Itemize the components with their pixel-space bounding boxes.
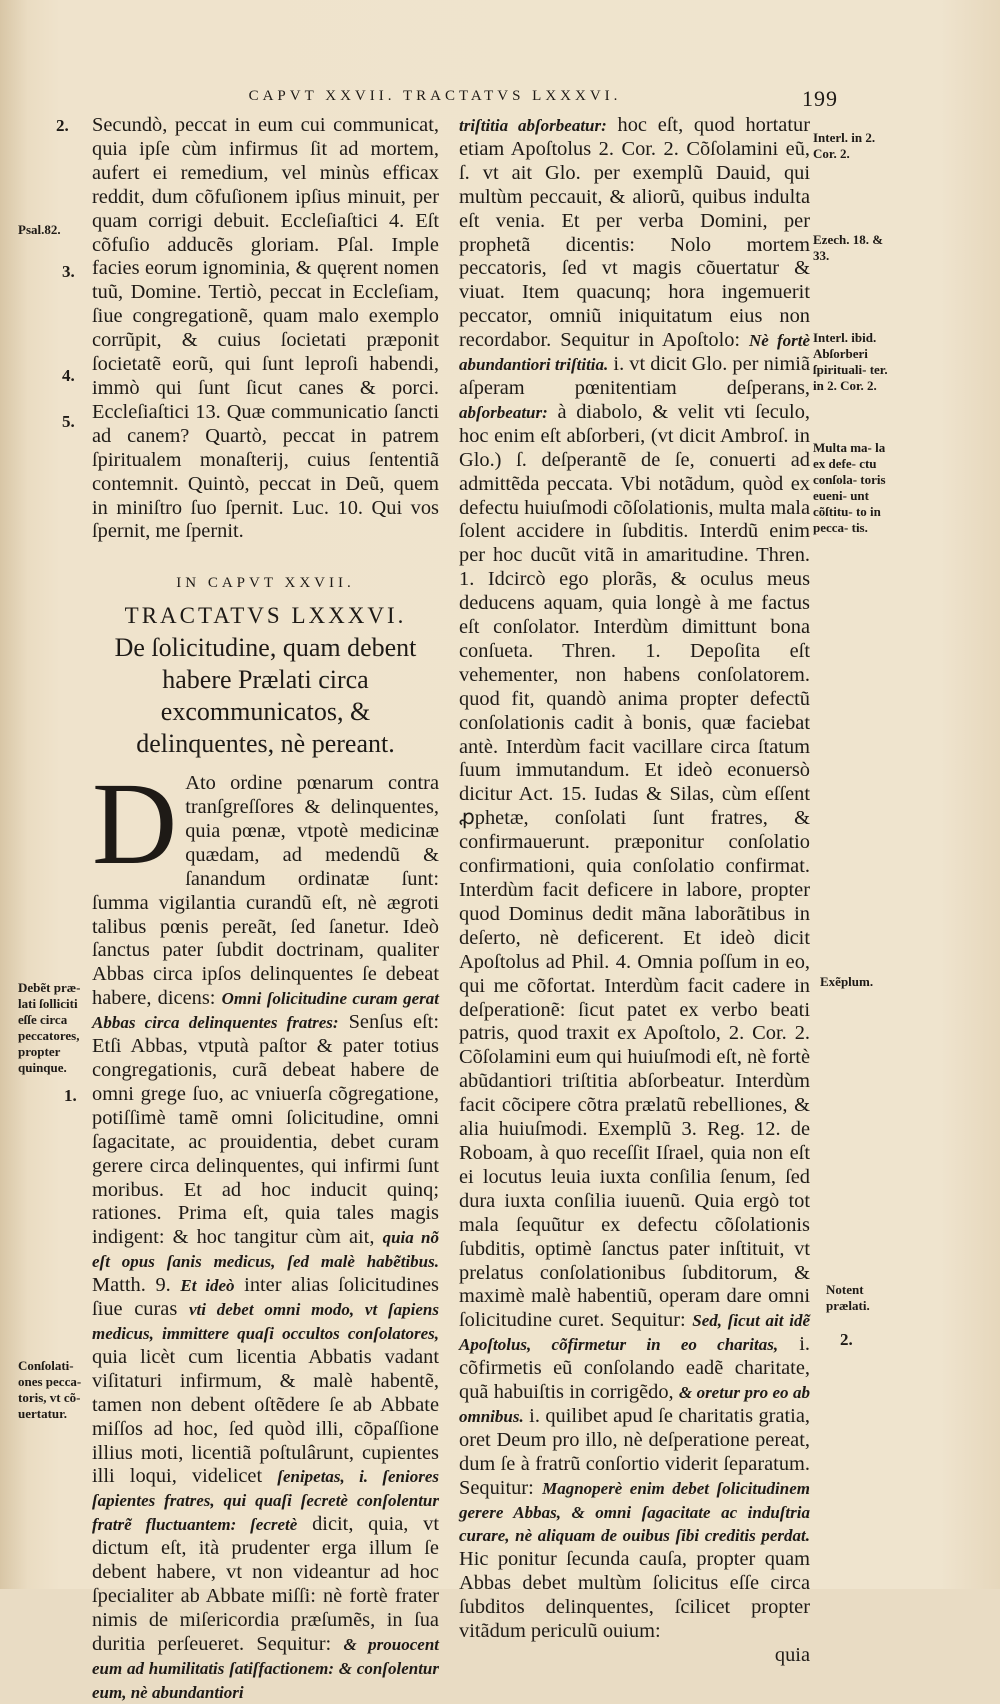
rule-quote: Sed, ſicut ait idẽ Apoſtolus, cõfirmetur in eo charitas, [459,1311,811,1355]
drop-cap: D [92,758,178,890]
running-head: CAPVT XXVII. TRACTATVS LXXXVI. [248,88,622,104]
margin-number-1: 1. [64,1086,77,1105]
rule-quote: triſtitia abſorbeatur: [459,116,607,135]
tract-body [92,758,440,1704]
margin-note-multa: Multa ma- la ex defe- ctu conſola- toris eueni- unt cõſtitu- to in pecca- tis. [813,440,886,535]
margin-note-consolationes: Conſolati- ones pecca- toris, vt cõ- uertatur. [18,1358,82,1421]
margin-number-2: 2. [56,116,69,135]
body-text: Ato ordine pœnarum contra tranſgreſſores & delinquentes, quia pœnæ, vtpotè medicinæ quædam, ad medendũ & ſanandum ordinatæ ſunt: ſumma vigilantia curandũ eſt, nè ægroti talibus pœnis pereãt, ſed ſanetur. Ideò ſanctus pater ſubdit doctrinam, qualiter Abbas circa ipſos delinquentes ſe debeat habere, dicens: [92,772,439,1010]
page-number: 199 [802,86,838,111]
body-text: i. vt dicit Glo. per nimiã aſperam pœnitentiam deſperans, [459,353,811,399]
margin-note-interl-1: Interl. in 2. Cor. 2. [813,130,876,161]
body-text: Matth. 9. [92,1274,181,1297]
body-text: Hic ponitur ſecunda cauſa, propter quam Abbas debet multùm ſolicitus eſſe circa ſubditos delinquentes, ſcilicet propter vitãdum periculũ ouium: [459,1548,810,1643]
rule-quote: vti debet omni modo, vt ſapiens medicus, immittere quaſi occultos conſolatores, [92,1300,439,1343]
body-text: à diabolo, & velit vti ſeculo, hoc enim eſt abſorberi, (vt dicit Ambroſ. in Glo.) ſ. deſperantẽ de ſe, conuerti ad admittẽda peccata. Vbi notãdum, quòd ex defectu huiuſmodi cõſolationis, multa mala ſolent accidere in ſubditis. Interdũ enim per hoc ducũt vitã in amaritudine. Thren. 1. Idcircò ego plorãs, & oculus meus deducens aquam, quia longè à me factus eſt conſolator. Interdùm dimittunt bona conſueta. Thren. 1. Depoſita eſt vehementer, non habens conſolatorem. quod fit, quandò anima propter defectũ conſolationis cadit à bonis, quæ faciebat antè. Interdùm facit vacillare circa ſtatum ſuum immutandum. Et ideò econuersò dicitur Act. 15. Iudas & Silas, cùm eſſent ꝓphetæ, conſolati ſunt fratres, & confirmauerunt. præponitur conſolatio confirmationi, quia conſolatio confirmat. Interdùm facit deficere in labore, propter quod Dominus dedit mãna laborãtibus in deſerto, nè deficerent. Et ideò dicit Apoſtolus ad Phil. 4. Omnia poſſum in eo, qui me cõfortat. Interdùm facit cadere in deſperationẽ: ſicut patet ex verbo beati patris, quod traxit ex Apoſtolo, 2. Cor. 2. Cõſolamini eum qui huiuſmodi eſt, nè fortè abũdantiori triſtitia abſorbeatur. Interdùm facit cõcipere cõtra prælatũ rebelliones, & alia huiuſmodi. Exemplũ 3. Reg. 12. de Roboam, à quo receſſit Iſrael, quia non eſt ei locutus leuia iuxta conſilia ſenum, ſed dura iuxta conſilia iuuenũ. Quia ergò tot mala ſequũtur ex defectu cõſolationis ſubditis, optimè ſanctus pater inſtituit, vt prelatus conſolationibus ſubditorum, & maximè malè habentiũ, operam dare omni ſolicitudine curet. Sequitur: [459,400,810,1332]
body-text: hoc eſt, quod hortatur etiam Apoſtolus 2. Cor. 2. Cõſolamini eũ, ſ. vt ait Glo. per exemplũ Dauid, qui multùm peccauit, & aliorũ, quibus indulta eſt venia. Et per verba Domini, per prophetã dicentis: Nolo mortem peccatoris, ſed vt magis cõuertatur & viuat. Item quacunq; hora ingemuerit peccator, omniũ iniquitatum eius non recordabor. Sequitur in Apoſtolo: [459,114,810,352]
tract-title: TRACTATVS LXXXVI. [124,603,407,629]
margin-number-right-2: 2. [840,1330,853,1349]
body-text: dicit, quia, vt dictum eſt, ità prudenter erga illum ſe debent habere, vt non videantur ad hoc ſpecialiter ab Abbate miſſi: nè fortè frater nimis de miſericordia præſumẽs, in ſua duritia perſeueret. Sequitur: [92,1513,439,1655]
body-text: i. quilibet apud ſe charitatis gratia, oret Deum pro illo, nè deſperatione pereat, dum ſe à fratrũ conſortio viderit ſeparatum. Sequitur: [459,1404,810,1499]
margin-number-5: 5. [62,412,75,431]
right-body [459,114,810,1644]
rule-quote: abſorbeatur: [459,402,548,422]
rule-quote: Omni ſolicitudine curam gerat Abbas circa delinquentes fratres: [92,989,439,1033]
section-heading: IN CAPVT XXVII. [176,575,355,592]
rule-quote: ſenipetas, i. ſeniores ſapientes fratres, qui quaſi ſecretè conſolentur fratrẽ fluctuantem: ſecretè [92,1467,440,1535]
margin-note-ezech: Ezech. 18. & 33. [813,232,884,263]
rule-quote: Et ideò [180,1276,235,1296]
left-column [92,114,439,1704]
margin-note-psal: Psal.82. [18,222,61,237]
margin-note-notent: Notent prælati. [826,1282,870,1313]
body-text: i. cõfirmetis eũ conſolando eadẽ charitate, quã habuiſtis in corrigẽdo, [459,1333,810,1404]
tract-subtitle: De ſolicitudine, quam debent habere Prælati circa excommunicatos, & delinquentes, nè pereant. [114,633,417,759]
margin-note-exemplum: Exẽplum. [820,974,874,989]
body-text: inter alias ſolicitudines ſiue curas [92,1274,439,1321]
rule-quote: Magnoperè enim debet ſolicitudinem gerere Abbas, & omni ſagacitate ac induſtria curare, nè aliquam de ouibus ſibi creditis perdat. [459,1478,810,1546]
right-column [459,114,810,1668]
rule-quote: & oretur pro eo ab omnibus. [459,1383,810,1426]
margin-note-interl-2: Interl. ibid. Abſorberi ſpirituali- ter. in 2. Cor. 2. [813,330,888,393]
rule-quote: quia nõ eſt opus ſanis medicus, ſed malè habẽtibus. [92,1228,439,1272]
margin-number-3: 3. [62,262,75,281]
margin-number-4: 4. [62,366,75,385]
margin-note-debet: Debẽt præ- lati ſolliciti eſſe circa peccatores, propter quinque. [18,980,81,1075]
body-text: quia licèt cum licentia Abbatis vadant viſitaturi infirmum, & malè habentẽ, tamen non debent oſtẽdere ſe ab Abbate miſſos ad hoc, ſed quòd illi, cõpaſſione illius moti, licentiã poſtulârunt, cupientes illi loqui, videlicet [92,1345,439,1488]
rule-quote: & prouocent eum ad humilitatis ſatiſfactionem: & conſolentur eum, nè abundantiori [92,1634,439,1702]
catchword: quia [774,1644,810,1666]
rule-quote: Nè fortè abundantiori triſtitia. [459,331,810,375]
opening-paragraph: Secundò, peccat in eum cui communicat, quia ipſe cùm infirmus ſit ad mortem, aufert ei remedium, vel minùs efficax reddit, dum cõfuſionem ipſius minuit, per quam corrigi debuit. Eccleſiaſtici 4. Eſt cõfuſio adducẽs gloriam. Pſal. Imple facies eorum ignominia, & quęrent nomen tuũ, Domine. Tertiò, peccat in Eccleſiam, ſiue congregationẽ, quam malo exemplo corrũpit, & cuius ſocietati præponit ſocietatẽ eorũ, qui ſunt leproſi habendi, immò qui ſunt ſicut canes & porci. Eccleſiaſtici 13. Quæ communicatio ſancti ad canem? Quartò, peccat in patrem ſpiritualem monaſterij, cuius ſententiã contemnit. Quintò, peccat in Deũ, quem in miniſtro ſuo ſpernit. Luc. 10. Qui vos ſpernit, me ſpernit. [92,114,439,543]
body-text: Senſus eſt: Etſi Abbas, vtputà paſtor & pater totius congregationis, curã debeat habere de omni grege ſuo, ac vniuerſa cõgregatione, potiſſimè tamẽ omni ſolicitudine, omni ſagacitate, ac prouidentia, debet curam gerere circa delinquentes, qui infirmi ſunt moribus. Et ad hoc inducit quinq; rationes. Prima eſt, quia tales magis indigent: & hoc tangitur cùm ait, [92,1011,440,1249]
